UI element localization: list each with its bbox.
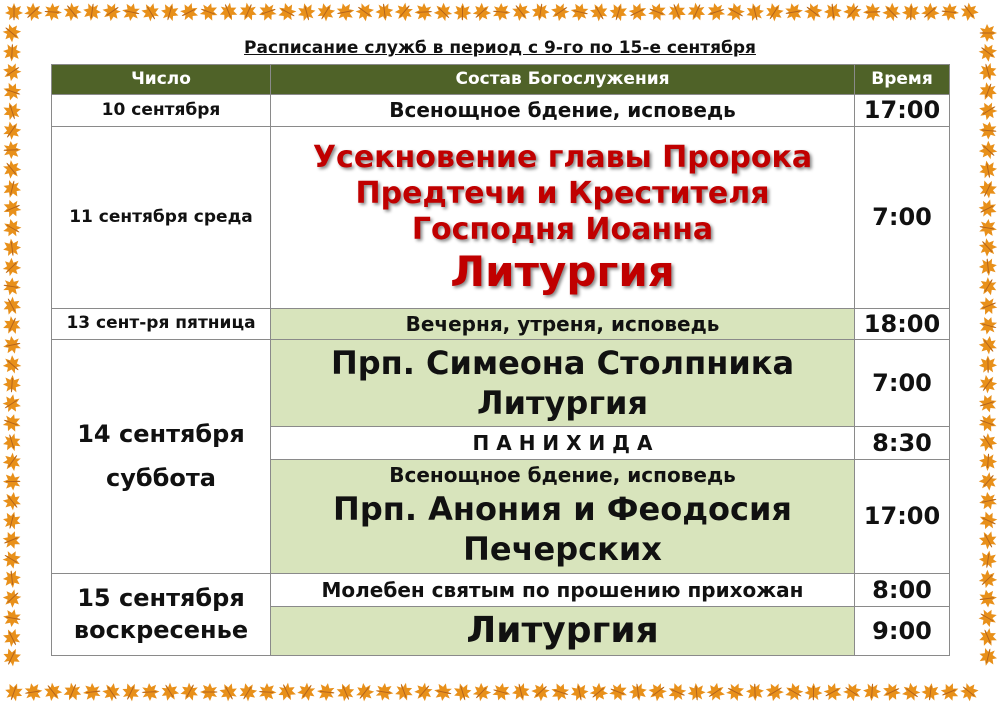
leaf-icon (258, 683, 277, 702)
leaf-icon (2, 680, 25, 703)
leaf-icon (976, 528, 1000, 552)
leaf-icon (801, 0, 826, 25)
leaf-icon (352, 679, 377, 704)
leaf-icon (607, 1, 629, 23)
leaf-icon (978, 257, 998, 277)
leaf-icon (82, 682, 102, 702)
leaf-icon (0, 391, 24, 416)
leaf-icon (2, 608, 23, 629)
leaf-icon (159, 1, 181, 23)
leaf-icon (61, 680, 85, 704)
leaf-icon (938, 680, 961, 703)
leaf-icon (548, 0, 573, 24)
table-header-row (52, 65, 950, 95)
row-time: 8:00 (855, 574, 950, 607)
leaf-icon (236, 0, 260, 24)
leaf-icon (744, 1, 766, 23)
leaf-icon (43, 2, 62, 21)
row-time: 8:30 (855, 427, 950, 460)
leaf-icon (0, 352, 25, 377)
leaf-icon (2, 569, 22, 589)
leaf-icon (530, 2, 551, 23)
leaf-icon (392, 680, 415, 703)
leaf-icon (977, 159, 998, 180)
leaf-icon (978, 452, 997, 471)
leaf-icon (158, 680, 183, 705)
leaf-icon (1, 334, 22, 355)
leaf-icon (586, 679, 611, 704)
row-service (271, 460, 855, 574)
leaf-icon (978, 588, 998, 608)
leaf-icon (335, 1, 356, 22)
schedule-table (51, 64, 950, 656)
row-service: Вечерня, утреня, исповедь (271, 309, 855, 340)
row-service (271, 127, 855, 309)
table-row (52, 95, 950, 127)
leaf-icon (316, 682, 336, 702)
leaf-icon (275, 680, 299, 704)
leaf-icon (979, 355, 997, 373)
leaf-icon (645, 679, 670, 704)
leaf-icon (0, 197, 24, 221)
leaf-icon (256, 1, 279, 24)
leaf-icon (432, 681, 453, 702)
leaf-icon (977, 61, 999, 83)
row-date: 10 сентября (52, 95, 271, 127)
leaf-icon (0, 449, 25, 474)
row-service: Всенощное бдение, исповедь (271, 95, 855, 127)
leaf-icon (975, 566, 1000, 591)
table-row (52, 340, 950, 427)
leaf-icon (975, 235, 1000, 260)
leaf-icon (2, 276, 23, 297)
header-service: Состав Богослужения (271, 65, 855, 95)
leaf-icon (569, 1, 591, 23)
row-time: 7:00 (855, 127, 950, 309)
leaf-icon (508, 0, 533, 25)
leaf-icon (1, 100, 24, 123)
leaf-icon (626, 0, 650, 24)
table-row (52, 127, 950, 309)
leaf-icon (862, 682, 881, 701)
leaf-icon (1, 80, 24, 103)
leaf-icon (5, 3, 23, 21)
leaf-icon (646, 0, 669, 23)
leaf-icon (99, 0, 124, 25)
feast-line: Предтечи и Крестителя (355, 175, 770, 211)
leaf-icon (490, 681, 512, 703)
leaf-icon (978, 121, 998, 141)
leaf-icon (82, 2, 102, 22)
leaf-icon (784, 2, 805, 23)
row-time: 18:00 (855, 309, 950, 340)
feast-line: Прп. Анония и Феодосия (333, 489, 792, 528)
leaf-icon (2, 237, 22, 257)
row-time: 17:00 (855, 95, 950, 127)
leaf-icon (723, 0, 747, 24)
leaf-icon (569, 681, 590, 702)
header-date: Число (52, 65, 271, 95)
leaf-icon (587, 0, 612, 24)
leaf-icon (0, 625, 24, 649)
leaf-icon (957, 679, 982, 704)
header-time: Время (855, 65, 950, 95)
leaf-icon (314, 0, 339, 24)
leaf-icon (977, 314, 999, 336)
leaf-icon (99, 679, 124, 704)
leaf-icon (821, 680, 845, 704)
leaf-icon (863, 3, 882, 22)
leaf-icon (879, 0, 904, 25)
leaf-icon (0, 411, 23, 434)
feast-line: Прп. Симеона Столпника (330, 344, 795, 382)
leaf-icon (976, 274, 1000, 299)
leaf-icon (976, 430, 1000, 455)
leaf-icon (0, 118, 25, 143)
leaf-icon (920, 682, 940, 702)
leaf-icon (665, 680, 689, 704)
row-service: Литургия (271, 607, 855, 656)
leaf-icon (374, 682, 395, 703)
leaf-icon (0, 586, 25, 611)
leaf-icon (0, 547, 24, 572)
leaf-icon (197, 0, 220, 23)
leaf-icon (687, 682, 707, 702)
leaf-icon (141, 683, 160, 702)
leaf-icon (23, 682, 44, 703)
leaf-icon (762, 0, 787, 24)
leaf-icon (492, 2, 512, 22)
leaf-icon (295, 1, 317, 23)
leaf-icon (723, 680, 747, 704)
feast-line: Усекновение главы Пророка (312, 139, 813, 175)
service-line: Всенощное бдение, исповедь (389, 463, 736, 488)
row-time: 17:00 (855, 460, 950, 574)
leaf-icon (177, 0, 201, 24)
leaf-icon (957, 0, 982, 25)
row-service (271, 340, 855, 427)
leaf-icon (782, 680, 807, 705)
leaf-icon (528, 679, 553, 704)
leaf-icon (138, 0, 163, 24)
row-date: 13 сент-ря пятница (52, 309, 271, 340)
row-time: 7:00 (855, 340, 950, 427)
schedule-title: Расписание служб в период с 9-го по 15-е сентября (244, 38, 756, 58)
leaf-icon (976, 196, 1000, 220)
leaf-icon (510, 681, 532, 703)
leaf-icon (216, 680, 240, 704)
leaf-icon (762, 680, 787, 705)
date-line: 14 сентября (77, 420, 245, 449)
leaf-icon (0, 60, 24, 85)
leaf-icon (119, 680, 143, 704)
leaf-icon (976, 294, 999, 317)
leaf-icon (374, 2, 394, 22)
leaf-icon (0, 216, 24, 241)
leaf-icon (976, 177, 1000, 201)
feast-line: Печерских (463, 529, 662, 568)
leaf-icon (665, 0, 688, 23)
leaf-icon (0, 488, 25, 513)
leaf-icon (275, 0, 299, 24)
leaf-icon (977, 646, 999, 668)
leaf-icon (978, 218, 999, 239)
leaf-icon (549, 681, 572, 704)
leaf-icon (840, 680, 865, 705)
leaf-icon (976, 626, 1000, 650)
leaf-icon (918, 0, 943, 25)
leaf-icon (840, 0, 865, 25)
row-service: Молебен святым по прошению прихожан (271, 574, 855, 607)
leaf-icon (607, 680, 630, 703)
row-time: 9:00 (855, 607, 950, 656)
leaf-icon (976, 80, 999, 103)
leaf-icon (177, 680, 201, 704)
leaf-icon (1, 178, 23, 200)
leaf-icon (0, 294, 24, 318)
leaf-icon (451, 681, 473, 703)
leaf-icon (0, 254, 25, 279)
leaf-icon (902, 3, 921, 22)
liturgy-label: Литургия (477, 384, 648, 422)
leaf-icon (294, 679, 319, 704)
leaf-icon (804, 683, 822, 701)
leaf-icon (977, 490, 998, 511)
date-line: воскресенье (73, 615, 249, 644)
leaf-icon (0, 645, 24, 669)
liturgy-label: Литургия (450, 246, 675, 296)
leaf-icon (21, 0, 46, 25)
leaf-icon (978, 549, 999, 570)
leaf-icon (120, 1, 141, 22)
leaf-icon (977, 392, 999, 414)
leaf-icon (352, 0, 377, 25)
leaf-icon (469, 0, 494, 25)
leaf-icon (976, 411, 999, 434)
leaf-icon (334, 680, 358, 704)
leaf-icon (975, 371, 1000, 396)
leaf-icon (976, 509, 1000, 533)
leaf-icon (976, 99, 1000, 124)
leaf-icon (823, 2, 843, 22)
row-date: 11 сентября среда (52, 127, 271, 309)
leaf-icon (746, 683, 765, 702)
date-line: суббота (106, 463, 216, 492)
date-line: 15 сентября (77, 584, 245, 613)
leaf-icon (685, 0, 709, 24)
leaf-icon (1, 431, 23, 453)
leaf-icon (453, 3, 471, 21)
leaf-icon (898, 679, 923, 704)
leaf-icon (975, 332, 1000, 357)
leaf-icon (880, 680, 904, 704)
leaf-icon (60, 0, 85, 25)
row-date (52, 340, 271, 574)
leaf-icon (0, 528, 23, 551)
row-service: П А Н И Х И Д А (271, 427, 855, 460)
leaf-icon (430, 0, 455, 25)
leaf-icon (976, 606, 1000, 631)
leaf-icon (705, 1, 728, 24)
leaf-icon (217, 0, 241, 24)
leaf-icon (940, 2, 960, 22)
leaf-icon (0, 314, 24, 338)
leaf-icon (200, 683, 218, 701)
leaf-icon (3, 141, 22, 160)
table-row (52, 574, 950, 607)
leaf-icon (975, 137, 1000, 162)
leaf-icon (704, 680, 729, 705)
leaf-icon (3, 472, 21, 490)
leaf-icon (975, 469, 1000, 494)
row-date (52, 574, 271, 656)
leaf-icon (414, 3, 433, 22)
leaf-icon (1, 509, 23, 531)
leaf-icon (391, 0, 416, 25)
leaf-icon (411, 679, 436, 704)
leaf-icon (40, 679, 65, 704)
feast-line: Господня Иоанна (411, 211, 714, 247)
leaf-icon (469, 679, 494, 704)
leaf-icon (628, 682, 648, 702)
table-row (52, 309, 950, 340)
leaf-icon (236, 680, 261, 705)
leaf-icon (2, 374, 21, 393)
leaf-icon (0, 157, 25, 182)
